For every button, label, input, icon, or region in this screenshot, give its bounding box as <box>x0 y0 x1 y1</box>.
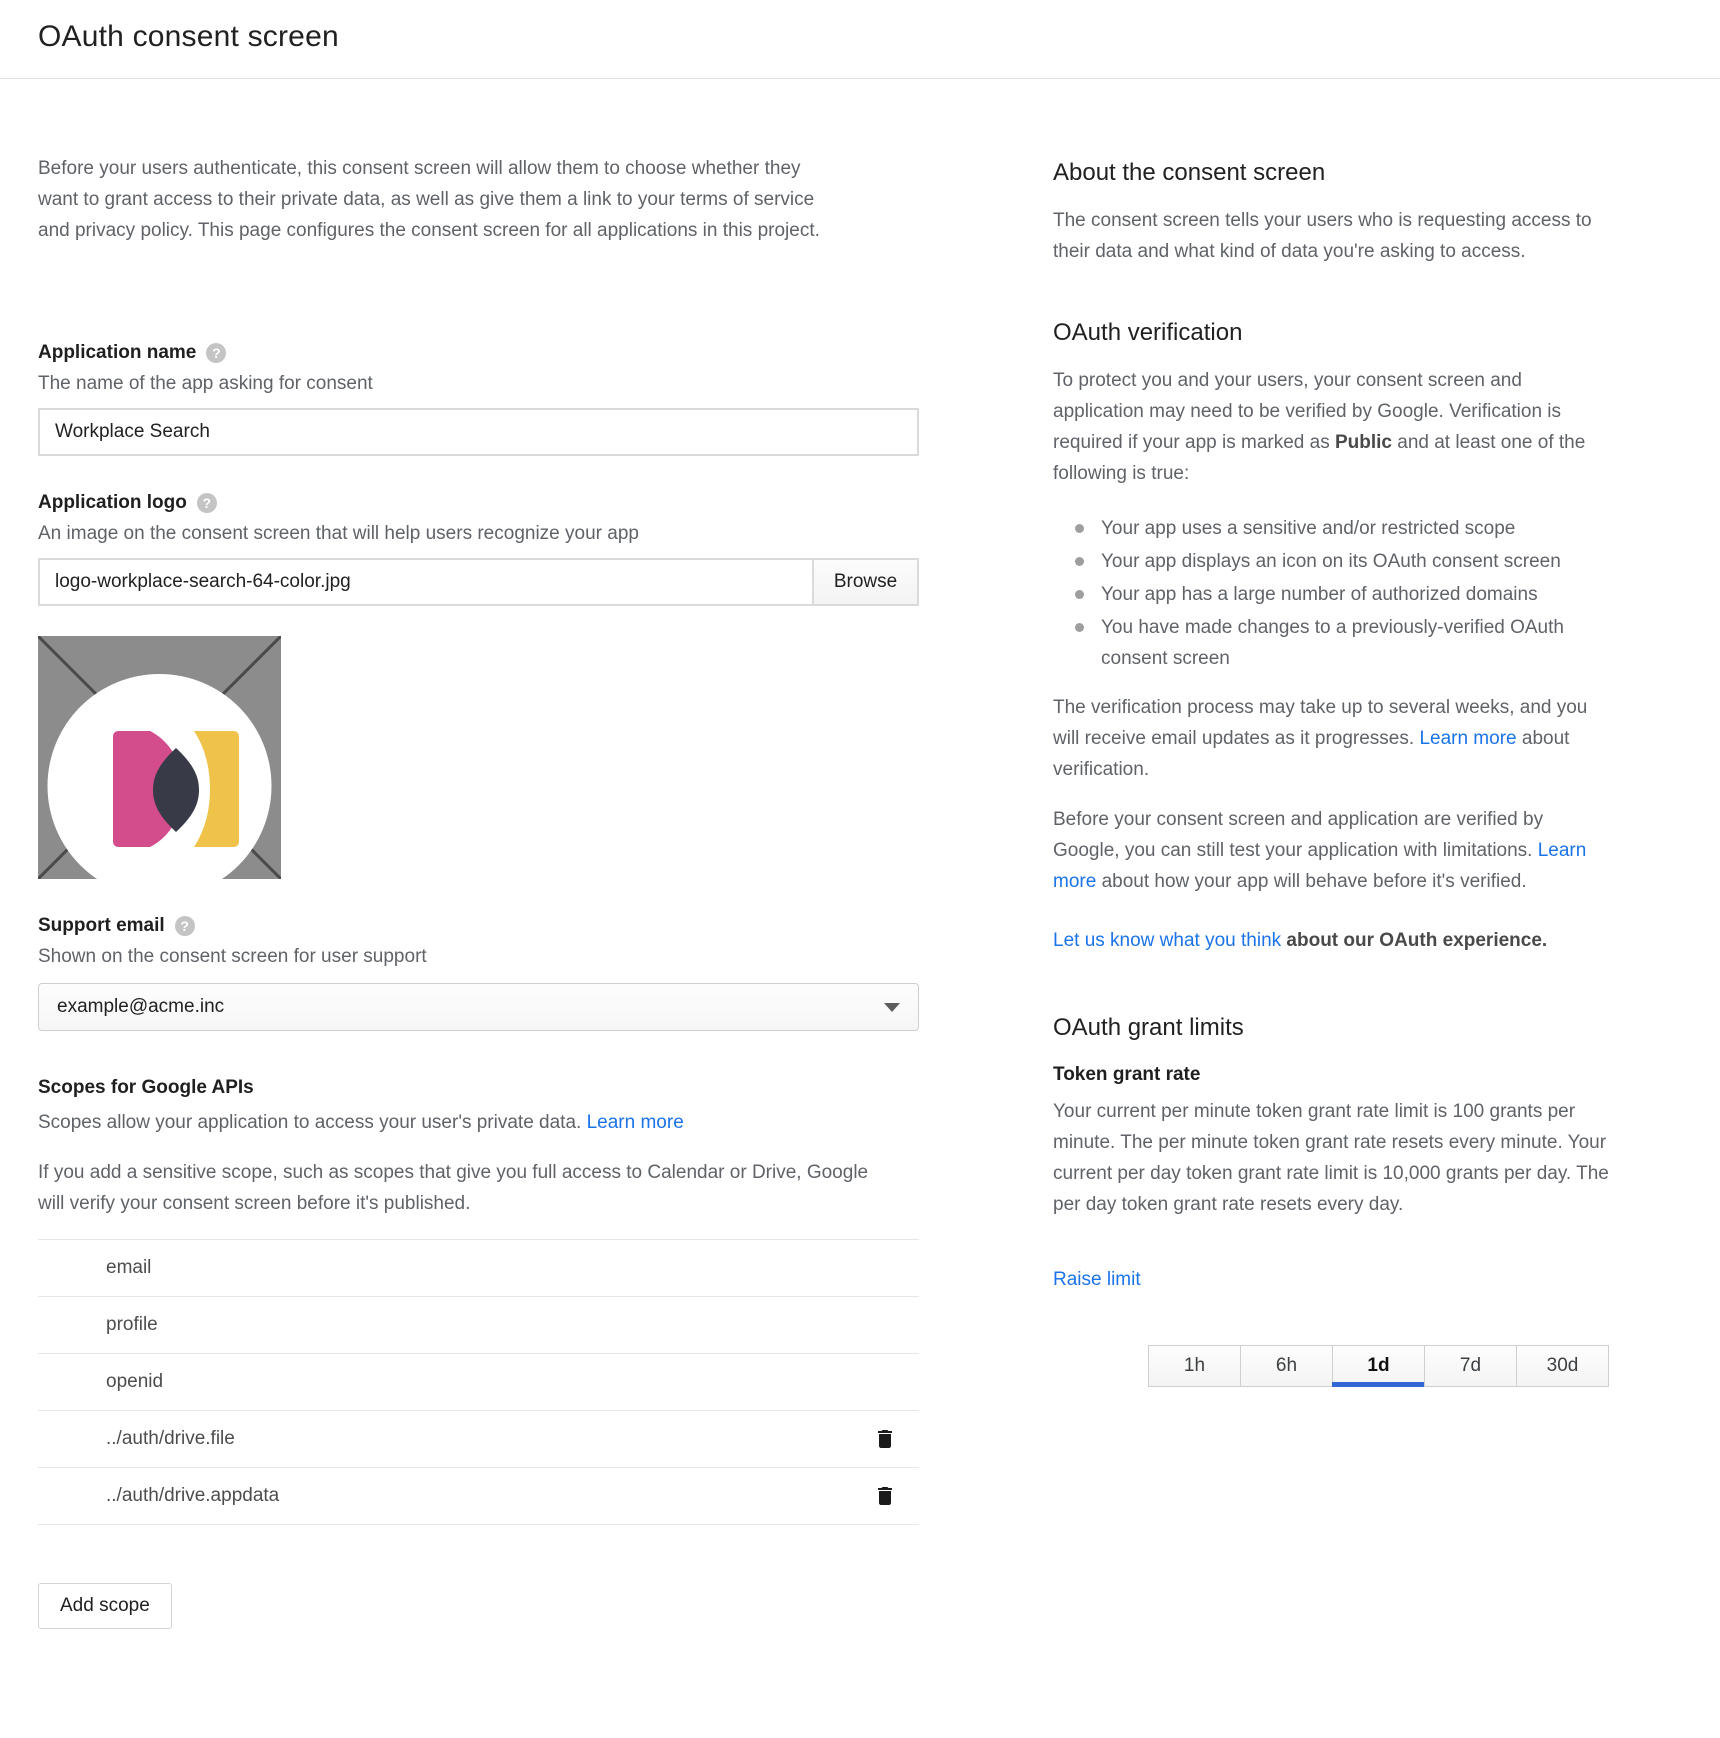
application-name-label-row <box>38 342 919 364</box>
application-logo-label: Application logo <box>38 492 187 513</box>
list-item: Your app has a large number of authorized domains <box>1101 579 1613 610</box>
feedback-link[interactable]: Let us know what you think <box>1053 930 1282 951</box>
page-header <box>0 0 1720 79</box>
verification-p2-text: about verification. <box>1053 728 1570 780</box>
logo-filename-input[interactable] <box>38 558 813 606</box>
trash-icon <box>873 1484 897 1508</box>
delete-scope-button[interactable] <box>871 1425 899 1453</box>
verification-p1-text: To protect you and your users, your consent screen and application may need to be verified by Google. Verification is required if your app is marked as <box>1053 370 1562 453</box>
scope-name: ../auth/drive.appdata <box>106 1485 280 1506</box>
content <box>0 79 1720 1629</box>
verification-p2-text: The verification process may take up to several weeks, and you will receive email updates as it progresses. <box>1053 697 1588 749</box>
page-title: OAuth consent screen <box>38 20 339 53</box>
time-range-button-6h[interactable]: 6h <box>1240 1345 1333 1387</box>
help-icon[interactable]: ? <box>206 343 226 363</box>
application-logo-label-row <box>38 492 919 514</box>
scopes-description <box>38 1107 919 1138</box>
raise-limit-link[interactable]: Raise limit <box>1053 1269 1141 1290</box>
help-icon[interactable]: ? <box>197 493 217 513</box>
scopes-learn-more-link[interactable]: Learn more <box>586 1112 684 1133</box>
list-item: Your app displays an icon on its OAuth consent screen <box>1101 546 1613 577</box>
add-scope-button[interactable]: Add scope <box>38 1583 172 1629</box>
verification-heading: OAuth verification <box>1053 319 1243 346</box>
info-sidebar <box>1053 79 1613 1629</box>
browse-button[interactable]: Browse <box>813 558 919 606</box>
time-range-group <box>1053 1345 1609 1387</box>
table-row <box>38 1411 919 1468</box>
scope-table <box>38 1239 919 1525</box>
verification-paragraph-1 <box>1053 365 1613 489</box>
list-item: Your app uses a sensitive and/or restricted scope <box>1101 513 1613 544</box>
application-name-group <box>38 342 919 456</box>
intro-text: Before your users authenticate, this consent screen will allow them to choose whether they want to grant access to their private data, as well as give them a link to your terms of service and privacy policy. This page configures the consent screen for all applications in this project. <box>38 158 820 241</box>
token-grant-rate-subheading: Token grant rate <box>1053 1064 1201 1085</box>
verification-paragraph-2 <box>1053 692 1613 785</box>
application-name-input[interactable] <box>38 408 919 456</box>
time-range-button-1h[interactable]: 1h <box>1148 1345 1241 1387</box>
application-name-helper: The name of the app asking for consent <box>38 373 373 394</box>
grant-limits-heading: OAuth grant limits <box>1053 1014 1244 1041</box>
delete-scope-button[interactable] <box>871 1482 899 1510</box>
scope-name: email <box>106 1257 152 1278</box>
verification-p3-text: about how your app will behave before it's verified. <box>1096 871 1527 892</box>
scopes-heading: Scopes for Google APIs <box>38 1077 254 1098</box>
scopes-note: If you add a sensitive scope, such as scopes that give you full access to Calendar or Drive, Google will verify your consent screen before it's published. <box>38 1162 869 1214</box>
verification-learn-more-link[interactable]: Learn more <box>1419 728 1517 749</box>
testing-learn-more-link[interactable]: Learn more <box>1053 840 1587 892</box>
support-email-group <box>38 915 919 1031</box>
time-range-button-30d[interactable]: 30d <box>1516 1345 1609 1387</box>
verification-p1-bold: Public <box>1334 432 1392 453</box>
scope-name: openid <box>106 1371 164 1392</box>
trash-icon <box>873 1427 897 1451</box>
support-email-label: Support email <box>38 915 165 936</box>
table-row <box>38 1297 919 1354</box>
help-icon[interactable]: ? <box>175 916 195 936</box>
table-row <box>38 1468 919 1525</box>
app-logo-image <box>38 636 281 879</box>
feedback-bold-text: about our OAuth experience. <box>1281 930 1548 951</box>
scopes-description-text: Scopes allow your application to access your user's private data. <box>38 1112 587 1133</box>
support-email-helper: Shown on the consent screen for user support <box>38 946 427 967</box>
logo-file-row <box>38 558 919 606</box>
support-email-label-row <box>38 915 919 937</box>
verification-paragraph-3 <box>1053 804 1613 897</box>
about-heading: About the consent screen <box>1053 159 1326 186</box>
scope-name: profile <box>106 1314 158 1335</box>
application-logo-helper: An image on the consent screen that will help users recognize your app <box>38 523 639 544</box>
time-range-button-1d[interactable]: 1d <box>1332 1345 1425 1387</box>
application-name-label: Application name <box>38 342 197 363</box>
verification-p3-text: Before your consent screen and application are verified by Google, you can still test your application with limitations. <box>1053 809 1544 861</box>
time-range-button-7d[interactable]: 7d <box>1424 1345 1517 1387</box>
chevron-down-icon <box>884 1003 900 1012</box>
consent-form <box>38 79 919 1629</box>
scope-name: ../auth/drive.file <box>106 1428 235 1449</box>
list-item: You have made changes to a previously-verified OAuth consent screen <box>1101 612 1613 674</box>
verification-p1-text: and at least one of the following is true: <box>1053 432 1586 484</box>
table-row <box>38 1240 919 1297</box>
table-row <box>38 1354 919 1411</box>
feedback-line <box>1053 925 1613 956</box>
support-email-value: example@acme.inc <box>57 996 225 1017</box>
verification-bullet-list <box>1053 513 1613 674</box>
about-body: The consent screen tells your users who is requesting access to their data and what kind of data you're asking to access. <box>1053 210 1592 262</box>
support-email-select[interactable] <box>38 983 919 1031</box>
grant-limits-body: Your current per minute token grant rate limit is 100 grants per minute. The per minute token grant rate resets every minute. Your current per day token grant rate limit is 10,000 grants per day. The per day token grant rate resets every day. <box>1053 1101 1609 1215</box>
application-logo-group <box>38 492 919 879</box>
